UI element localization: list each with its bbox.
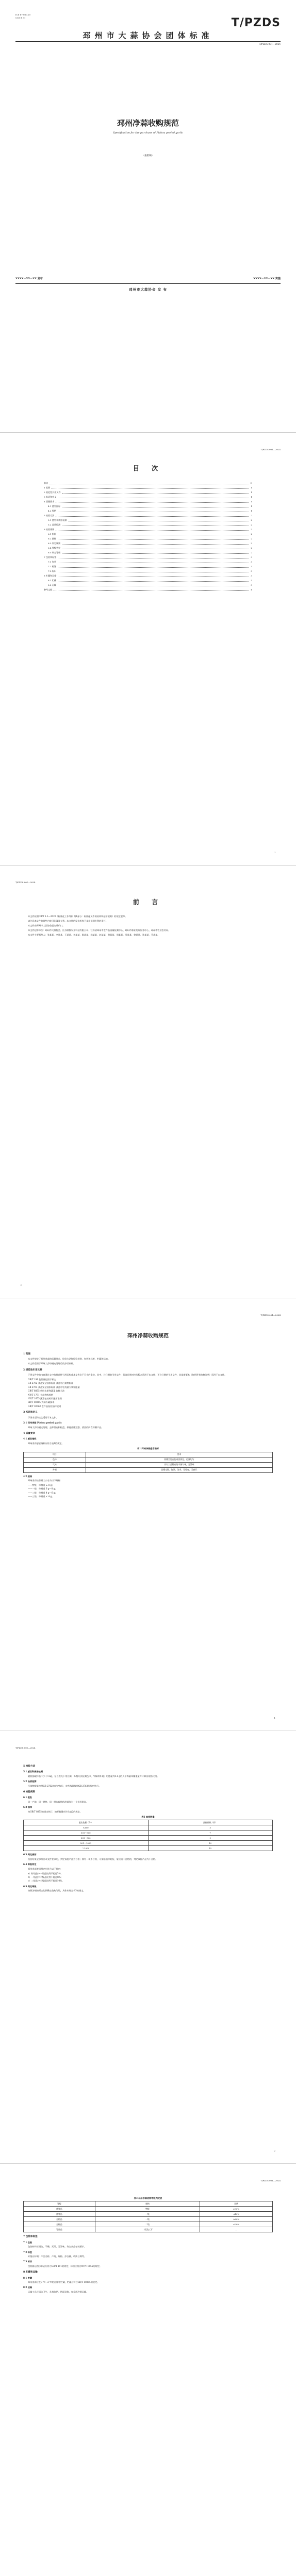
toc-leader-dots — [58, 567, 249, 568]
table-cell: 10 — [148, 1841, 273, 1846]
toc-entry[interactable] — [44, 541, 252, 546]
table-row — [24, 1825, 273, 1831]
foreword-para: 请注意本文件的某些内容可能涉及专利。本文件的发布机构不承担识别专利的责任。 — [28, 919, 108, 922]
publish-date: XXXX－XX－XX 发布 — [15, 277, 43, 280]
toc-entry-label: 8.1 贮藏 — [48, 579, 56, 582]
table-cell: 外观 — [24, 1467, 86, 1472]
toc-leader-dots — [54, 590, 249, 591]
toc-entry-label: 8 贮藏和运输 — [44, 574, 57, 577]
toc-entry-page: 2 — [251, 528, 252, 531]
toc-entry-page: 3 — [251, 565, 252, 568]
ref-item: GB 2763 食品安全国家标准 食品中农药最大残留限量 — [28, 1385, 80, 1388]
table-cell: 5 — [148, 1825, 273, 1831]
toc-entry-label: 7 包装和标签 — [44, 556, 57, 558]
toc-entry-page: 1 — [251, 491, 252, 494]
subsection-heading: 5.1 感官和规格检测 — [23, 1770, 43, 1773]
paragraph: 下列文件中的内容通过文中的规范性引用而构成本文件必不可少的条款。其中，注日期的引用文件，仅该日期对应的版本适用于本文件；不注日期的引用文件，其最新版本（包括所有的修改单）适用于本文件。 — [28, 1374, 227, 1377]
section-heading: 6 检验规则 — [23, 1791, 36, 1794]
table-row — [24, 2222, 273, 2227]
toc-leader-dots — [56, 516, 249, 517]
page-number: I — [274, 851, 275, 854]
toc-entry-page: 2 — [251, 514, 252, 517]
table-cell: 具有大蒜特有的辛辣气味，无异味 — [86, 1462, 272, 1467]
toc-leader-dots — [56, 502, 249, 503]
toc-entry-label: 7.3 标识 — [48, 570, 56, 572]
ref-item: GB/T 191 包装储运图示标志 — [28, 1378, 56, 1381]
ref-item: NY/T 1791 大蒜等级规格 — [28, 1393, 54, 1396]
table-cell: 蒜瓣呈乳白色或淡黄色，色泽均匀 — [86, 1457, 272, 1462]
subsection-heading: 6.5 判定等级 — [23, 1885, 37, 1888]
toc-entry-page: 3 — [251, 574, 252, 577]
table-cell: ≤100 — [24, 1825, 149, 1831]
toc-entry[interactable] — [44, 527, 252, 532]
paragraph: 随机抽取样品不少于1 kg，在自然光下用目测、鼻嗅方法检测色泽、气味和外观；用感量为0.1 g的天平称量单瓣重量并计算各规格比例。 — [28, 1774, 159, 1777]
subsection-heading: 4.1 感官指标 — [23, 1437, 37, 1440]
paragraph: 邳州净蒜应在0 ℃～2 ℃的冷库中贮藏，贮藏应符合SB/T 10285的规定。 — [28, 2281, 100, 2284]
draft-status: （报批稿） — [142, 155, 154, 157]
toc-entry-label: 4.2 规格 — [48, 510, 56, 512]
subsection-heading: 3.1 邳州净蒜 Pizhou peeled garlic — [23, 1421, 62, 1425]
toc-page — [0, 433, 296, 866]
toc-entry[interactable] — [44, 560, 252, 564]
running-header: T/PZDS 001—2024 — [15, 881, 36, 884]
ref-item: GB 2762 食品安全国家标准 食品中污染物限量 — [28, 1382, 74, 1385]
toc-entry[interactable] — [44, 532, 252, 536]
table-cell: 蒜瓣完整、饱满、洁净，无霉变、无腐烂 — [86, 1467, 272, 1472]
table-cell: 特级 — [95, 2207, 200, 2212]
table-caption: 表2 抽样数量 — [141, 1816, 155, 1819]
toc-entry-label: 6.4 等级判定 — [48, 547, 61, 549]
toc-entry-page: 2 — [251, 523, 252, 526]
table-cell: 色泽 — [24, 1457, 86, 1462]
table-cell: 优等品 — [24, 2207, 95, 2212]
toc-title: 目 次 — [133, 465, 163, 472]
toc-entry-label: 参考文献 — [44, 588, 53, 591]
toc-entry[interactable] — [44, 522, 252, 527]
table-row — [24, 1841, 273, 1846]
grade-item: ——二级：单瓣重 4 g～6 g； — [28, 1491, 57, 1494]
table-caption: 表3 邳州净蒜收购等级判定表 — [134, 2197, 162, 2199]
subsection-heading: 4.2 规格 — [23, 1475, 32, 1478]
toc-entry-label: 5.1 感官和规格检测 — [48, 519, 67, 521]
table-cell: 合格品 — [24, 2217, 95, 2222]
toc-entry-page: 1 — [251, 486, 252, 489]
toc-leader-dots — [62, 493, 250, 494]
toc-entry-page: 3 — [251, 561, 252, 563]
section-heading: 7 包装和标签 — [23, 2235, 38, 2239]
implement-date: XXXX－XX－XX 实施 — [253, 277, 281, 280]
toc-entry[interactable] — [44, 518, 252, 522]
toc-entry-label: 8.2 运输 — [48, 584, 56, 586]
table-cell: 9 — [148, 1836, 273, 1841]
toc-entry[interactable] — [44, 546, 252, 550]
toc-entry-page: 3 — [251, 579, 252, 582]
document-title-english: Specification for the purchase of Pizhou peeled garlic — [112, 131, 184, 134]
document-title: 邳州净蒜收购规范 — [117, 118, 179, 128]
toc-entry-label: 6.5 判定等级 — [48, 551, 61, 554]
toc-entry[interactable] — [44, 536, 252, 541]
paragraph: 邳州净蒜按蒜瓣大小分为以下规格： — [28, 1479, 63, 1482]
paragraph: 本文件规定了邳州净蒜的质量要求、检验方法和检验规则、包装和标签、贮藏和运输。 — [28, 1358, 110, 1361]
main-title: 邳州净蒜收购规范 — [127, 1333, 169, 1339]
date-line — [15, 277, 281, 281]
table-row — [24, 1831, 273, 1836]
table-row — [24, 2227, 273, 2232]
subsection-heading: 6.1 组批 — [23, 1796, 32, 1799]
toc-entry-label: 6.3 判定规则 — [48, 542, 61, 545]
toc-entry-page: 1 — [251, 500, 252, 503]
toc-entry-label: 前言 — [44, 482, 48, 484]
paragraph: 运输工具应清洁卫生，具有防晒、防雨设施，宜采用冷链运输。 — [28, 2290, 89, 2293]
toc-entry[interactable] — [44, 513, 252, 518]
toc-entry[interactable] — [44, 495, 252, 499]
toc-leader-dots — [56, 530, 249, 531]
toc-entry-label: 5.2 品质检测 — [48, 523, 61, 526]
rule-item: a）特级品中一级品比例不超过5%； — [28, 1872, 63, 1875]
paragraph: 同一产地、同一规格、同一批次收购的净蒜作为一个检验批次。 — [28, 1800, 89, 1803]
toc-entry-page: 2 — [251, 519, 252, 521]
rule-item: b）一级品中二级品比例不超过8%； — [28, 1876, 63, 1878]
foreword-para: 本文件起草单位：邳州市大蒜协会、江苏蒜都农业科技有限公司、江苏省邳州市农产品质量检测中心、邳州市蒜业发展服务中心、邳州市农业农村局。 — [28, 928, 171, 931]
table-row — [24, 1836, 273, 1841]
toc-entry-page: 2 — [251, 551, 252, 554]
toc-entry[interactable] — [44, 499, 252, 504]
subsection-heading: 7.3 标识 — [23, 2260, 32, 2263]
sensory-table — [23, 1452, 273, 1473]
table-cell: 301～500 — [24, 1836, 149, 1841]
toc-entry[interactable] — [44, 509, 252, 513]
table-header-cell: 抽样件数（件） — [148, 1820, 273, 1825]
toc-entry-label: 6.1 组批 — [48, 533, 56, 535]
paragraph: 下列术语和定义适用于本文件。 — [28, 1416, 58, 1419]
table-row — [24, 2207, 273, 2212]
paragraph: 包装材料应清洁、干燥、无毒、无异味，符合食品包装要求。 — [28, 2245, 87, 2248]
subsection-heading: 7.1 包装 — [23, 2241, 32, 2244]
subsection-heading: 6.3 判定规则 — [23, 1853, 37, 1856]
table-cell: ≤20% — [200, 2222, 273, 2227]
grade-item: ——三级：单瓣重 < 4 g。 — [28, 1495, 54, 1498]
table-header-cell: 项目 — [24, 1452, 86, 1457]
table-cell: 101～300 — [24, 1831, 149, 1836]
paragraph: 本文件适用于邳州大蒜经剥皮处理后的净蒜收购。 — [28, 1362, 76, 1365]
table-cell: 等外品 — [24, 2227, 95, 2232]
table-cell: ≤10% — [200, 2212, 273, 2217]
toc-entry-page: 1 — [251, 505, 252, 507]
toc-entry[interactable] — [44, 555, 252, 560]
ref-item: SB/T 10285 大蒜冷藏技术 — [28, 1401, 55, 1404]
toc-entry-label: 1 范围 — [44, 486, 51, 489]
main-page-2 — [0, 1731, 296, 2164]
page-number: 2 — [274, 2149, 275, 2152]
toc-entry-page: 3 — [251, 556, 252, 558]
toc-entry-page: 3 — [251, 584, 252, 586]
toc-entry[interactable] — [44, 490, 252, 495]
toc-entry-label: 6 检验规则 — [44, 528, 55, 531]
running-header: T/PZDS 001—2024 — [15, 1747, 36, 1749]
table-cell: — — [200, 2227, 273, 2232]
toc-entry-label: 7.2 标签 — [48, 565, 56, 568]
toc-entry-label: 4.1 感官指标 — [48, 505, 61, 507]
page-number: II — [21, 1284, 23, 1286]
table-cell: 气味 — [24, 1462, 86, 1467]
toc-entry-label: 4 质量要求 — [44, 500, 55, 503]
running-header: T/PZDS 001—2024 — [260, 1314, 281, 1316]
paragraph: 包装储运图示标志应符合GB/T 191的规定，标识应符合NY/T 1655的规定。 — [28, 2264, 102, 2267]
section-heading: 2 规范性引用文件 — [23, 1368, 42, 1371]
table-cell: ＞1000 — [24, 1846, 149, 1851]
toc-leader-dots — [58, 581, 249, 582]
table-row — [24, 1457, 273, 1462]
subsection-heading: 6.2 抽样 — [23, 1806, 32, 1809]
table-cell: 优等品 — [24, 2212, 95, 2217]
toc-leader-dots — [62, 544, 249, 545]
running-header: T/PZDS 001—2024 — [260, 2179, 281, 2182]
table-header-row — [24, 1452, 273, 1457]
subsection-heading: 8.1 贮藏 — [23, 2276, 32, 2279]
page-number: 1 — [274, 1717, 275, 1719]
main-body-2 — [23, 1762, 273, 1893]
table-cell: 15 — [148, 1846, 273, 1851]
toc-entry-page: 3 — [251, 570, 252, 572]
paragraph: 按照各规格所占比例确定收购等级，具体应符合表3的规定。 — [28, 1889, 86, 1892]
table-cell: 一级 — [95, 2217, 200, 2222]
paragraph: 邳州大蒜经剥皮处理、去除蒜皮和根盘，保持蒜瓣完整、清洁的鲜食蒜瓣产品。 — [28, 1426, 104, 1429]
toc-entry-page: 1 — [251, 496, 252, 498]
grade-table — [23, 2201, 273, 2232]
toc-entry-page: 4 — [251, 588, 252, 591]
toc-entry-page: II — [250, 482, 252, 484]
cover-page — [0, 0, 296, 433]
foreword-page — [0, 866, 296, 1298]
table-cell: 501～1000 — [24, 1841, 149, 1846]
rule-item: c）二级品中三级品比例不超过10%。 — [28, 1879, 64, 1883]
table-cell: ≥90% — [200, 2207, 273, 2212]
table-header-cell: 要求 — [86, 1452, 272, 1457]
toc-leader-dots — [58, 539, 249, 540]
table-row — [24, 1467, 273, 1472]
subsection-heading: 7.2 标签 — [23, 2250, 32, 2253]
table-header-cell: 等级 — [24, 2201, 95, 2207]
toc-entry[interactable] — [44, 583, 252, 587]
toc-entry-label: 5 检验方法 — [44, 514, 55, 517]
header-rule — [15, 41, 281, 42]
toc-entry[interactable] — [44, 578, 252, 583]
table-header-row — [24, 2201, 273, 2207]
toc-entry-label: 7.1 包装 — [48, 561, 56, 563]
paragraph: 标签应标明：产品名称、产地、规格、净含量、收购日期等。 — [28, 2255, 87, 2258]
foreword-para: 本文件主要起草人：张某某、李某某、王某某、刘某某、陈某某、杨某某、赵某某、黄某某、周某某、吴某某、徐某某、孙某某、马某某。 — [28, 933, 160, 936]
foreword-title: 前 言 — [133, 899, 163, 906]
toc-entry[interactable] — [44, 573, 252, 578]
table-cell: 二级 — [95, 2222, 200, 2227]
issuer: 邳州市大蒜协会 发 布 — [128, 287, 168, 292]
association-name: 邳州市大蒜协会团体标准 — [83, 31, 213, 40]
footer-rule — [15, 283, 281, 284]
toc-entry[interactable] — [44, 481, 252, 485]
running-header: T/PZDS 001—2024 — [260, 448, 281, 451]
table-header-row — [24, 1820, 273, 1825]
grade-item: ——特级：单瓣重 ≥ 8 g； — [28, 1483, 54, 1486]
table-cell: ≥80% — [200, 2217, 273, 2222]
toc-entry-page: 2 — [251, 547, 252, 549]
table-header-cell: 比例 — [200, 2201, 273, 2207]
standard-code: T/PZDS 001—2024 — [259, 43, 281, 46]
toc-entry-page: 1 — [251, 510, 252, 512]
ccs-code: CCS B 31 — [15, 16, 26, 20]
paragraph: 邳州净蒜感官指标应符合表1的规定。 — [28, 1442, 64, 1445]
table-cell: 一级 — [95, 2212, 200, 2217]
paragraph: 污染物限量按照GB 2762的规定执行，农药残留按照GB 2763的规定执行。 — [28, 1784, 101, 1787]
foreword-para: 本文件按照GB/T 1.1—2020《标准化工作导则 第1部分：标准化文件的结构和起草规则》的规定起草。 — [28, 915, 127, 918]
paragraph: 检验结果全部符合本文件要求的，判定该批产品为合格；如有一项不合格，可加倍抽样复检，复检仍不合格的，判定该批产品为不合格。 — [28, 1857, 158, 1860]
toc-entry[interactable] — [44, 504, 252, 509]
toc-entry-page: 2 — [251, 542, 252, 545]
toc-leader-dots — [62, 553, 249, 554]
table-row — [24, 2217, 273, 2222]
subsection-heading: 8.2 运输 — [23, 2286, 32, 2289]
sampling-table — [23, 1820, 273, 1851]
subsection-heading: 6.4 等级判定 — [23, 1863, 37, 1866]
toc-entry-label: 3 术语和定义 — [44, 496, 57, 498]
table-row — [24, 1846, 273, 1851]
grade-item: ——一级：单瓣重 6 g～8 g； — [28, 1487, 57, 1490]
table-caption: 表1 邳州净蒜感官指标 — [137, 1447, 159, 1450]
main-page-3 — [0, 2164, 296, 2576]
toc-list — [44, 481, 252, 592]
subsection-heading: 5.2 品质检测 — [23, 1780, 37, 1783]
table-row — [24, 2212, 273, 2217]
section-heading: 3 术语和定义 — [23, 1411, 38, 1414]
toc-entry-page: 2 — [251, 533, 252, 535]
foreword-para: 本文件由邳州市大蒜协会提出并归口。 — [28, 924, 65, 927]
standard-brand-logo: T/PZDS — [231, 16, 281, 29]
toc-entry[interactable] — [44, 569, 252, 573]
toc-entry[interactable] — [44, 485, 252, 490]
table-cell: 二级及以下 — [95, 2227, 200, 2232]
section-heading: 1 范围 — [23, 1353, 30, 1355]
ref-item: GB/T 8855 新鲜水果和蔬菜 取样方法 — [28, 1389, 65, 1393]
section-heading: 8 贮藏和运输 — [23, 2271, 38, 2274]
table-cell: 合格品 — [24, 2222, 95, 2227]
toc-entry-label: 6.2 抽样 — [48, 537, 56, 540]
toc-entry-label: 2 规范性引用文件 — [44, 491, 61, 494]
toc-entry[interactable] — [44, 564, 252, 569]
classification-codes — [15, 13, 30, 20]
table-row — [24, 1462, 273, 1467]
toc-entry-page: 2 — [251, 537, 252, 540]
table-header-cell: 规格 — [95, 2201, 200, 2207]
section-heading: 4 质量要求 — [23, 1432, 36, 1435]
main-page-1 — [0, 1298, 296, 1731]
main-body-3 — [23, 2195, 273, 2295]
paragraph: 按GB/T 8855的规定执行，抽样数量应符合表2的规定。 — [28, 1810, 82, 1813]
ref-item: NY/T 1655 蔬菜包装标识通用准则 — [28, 1397, 62, 1400]
foreword-body — [23, 914, 273, 938]
toc-entry[interactable] — [44, 550, 252, 555]
toc-leader-dots — [52, 488, 249, 489]
section-heading: 5 检验方法 — [23, 1765, 36, 1768]
paragraph: 邳州净蒜等级判定应符合以下规定： — [28, 1867, 63, 1870]
toc-entry[interactable] — [44, 587, 252, 592]
table-header-cell: 批次数量（件） — [24, 1820, 149, 1825]
main-body-1 — [23, 1350, 273, 1498]
table-cell: 7 — [148, 1831, 273, 1836]
ics-code: ICS 67.080.20 — [15, 13, 31, 16]
ref-item: GB/T 30762 农产品检验抽样规则 — [28, 1404, 61, 1408]
